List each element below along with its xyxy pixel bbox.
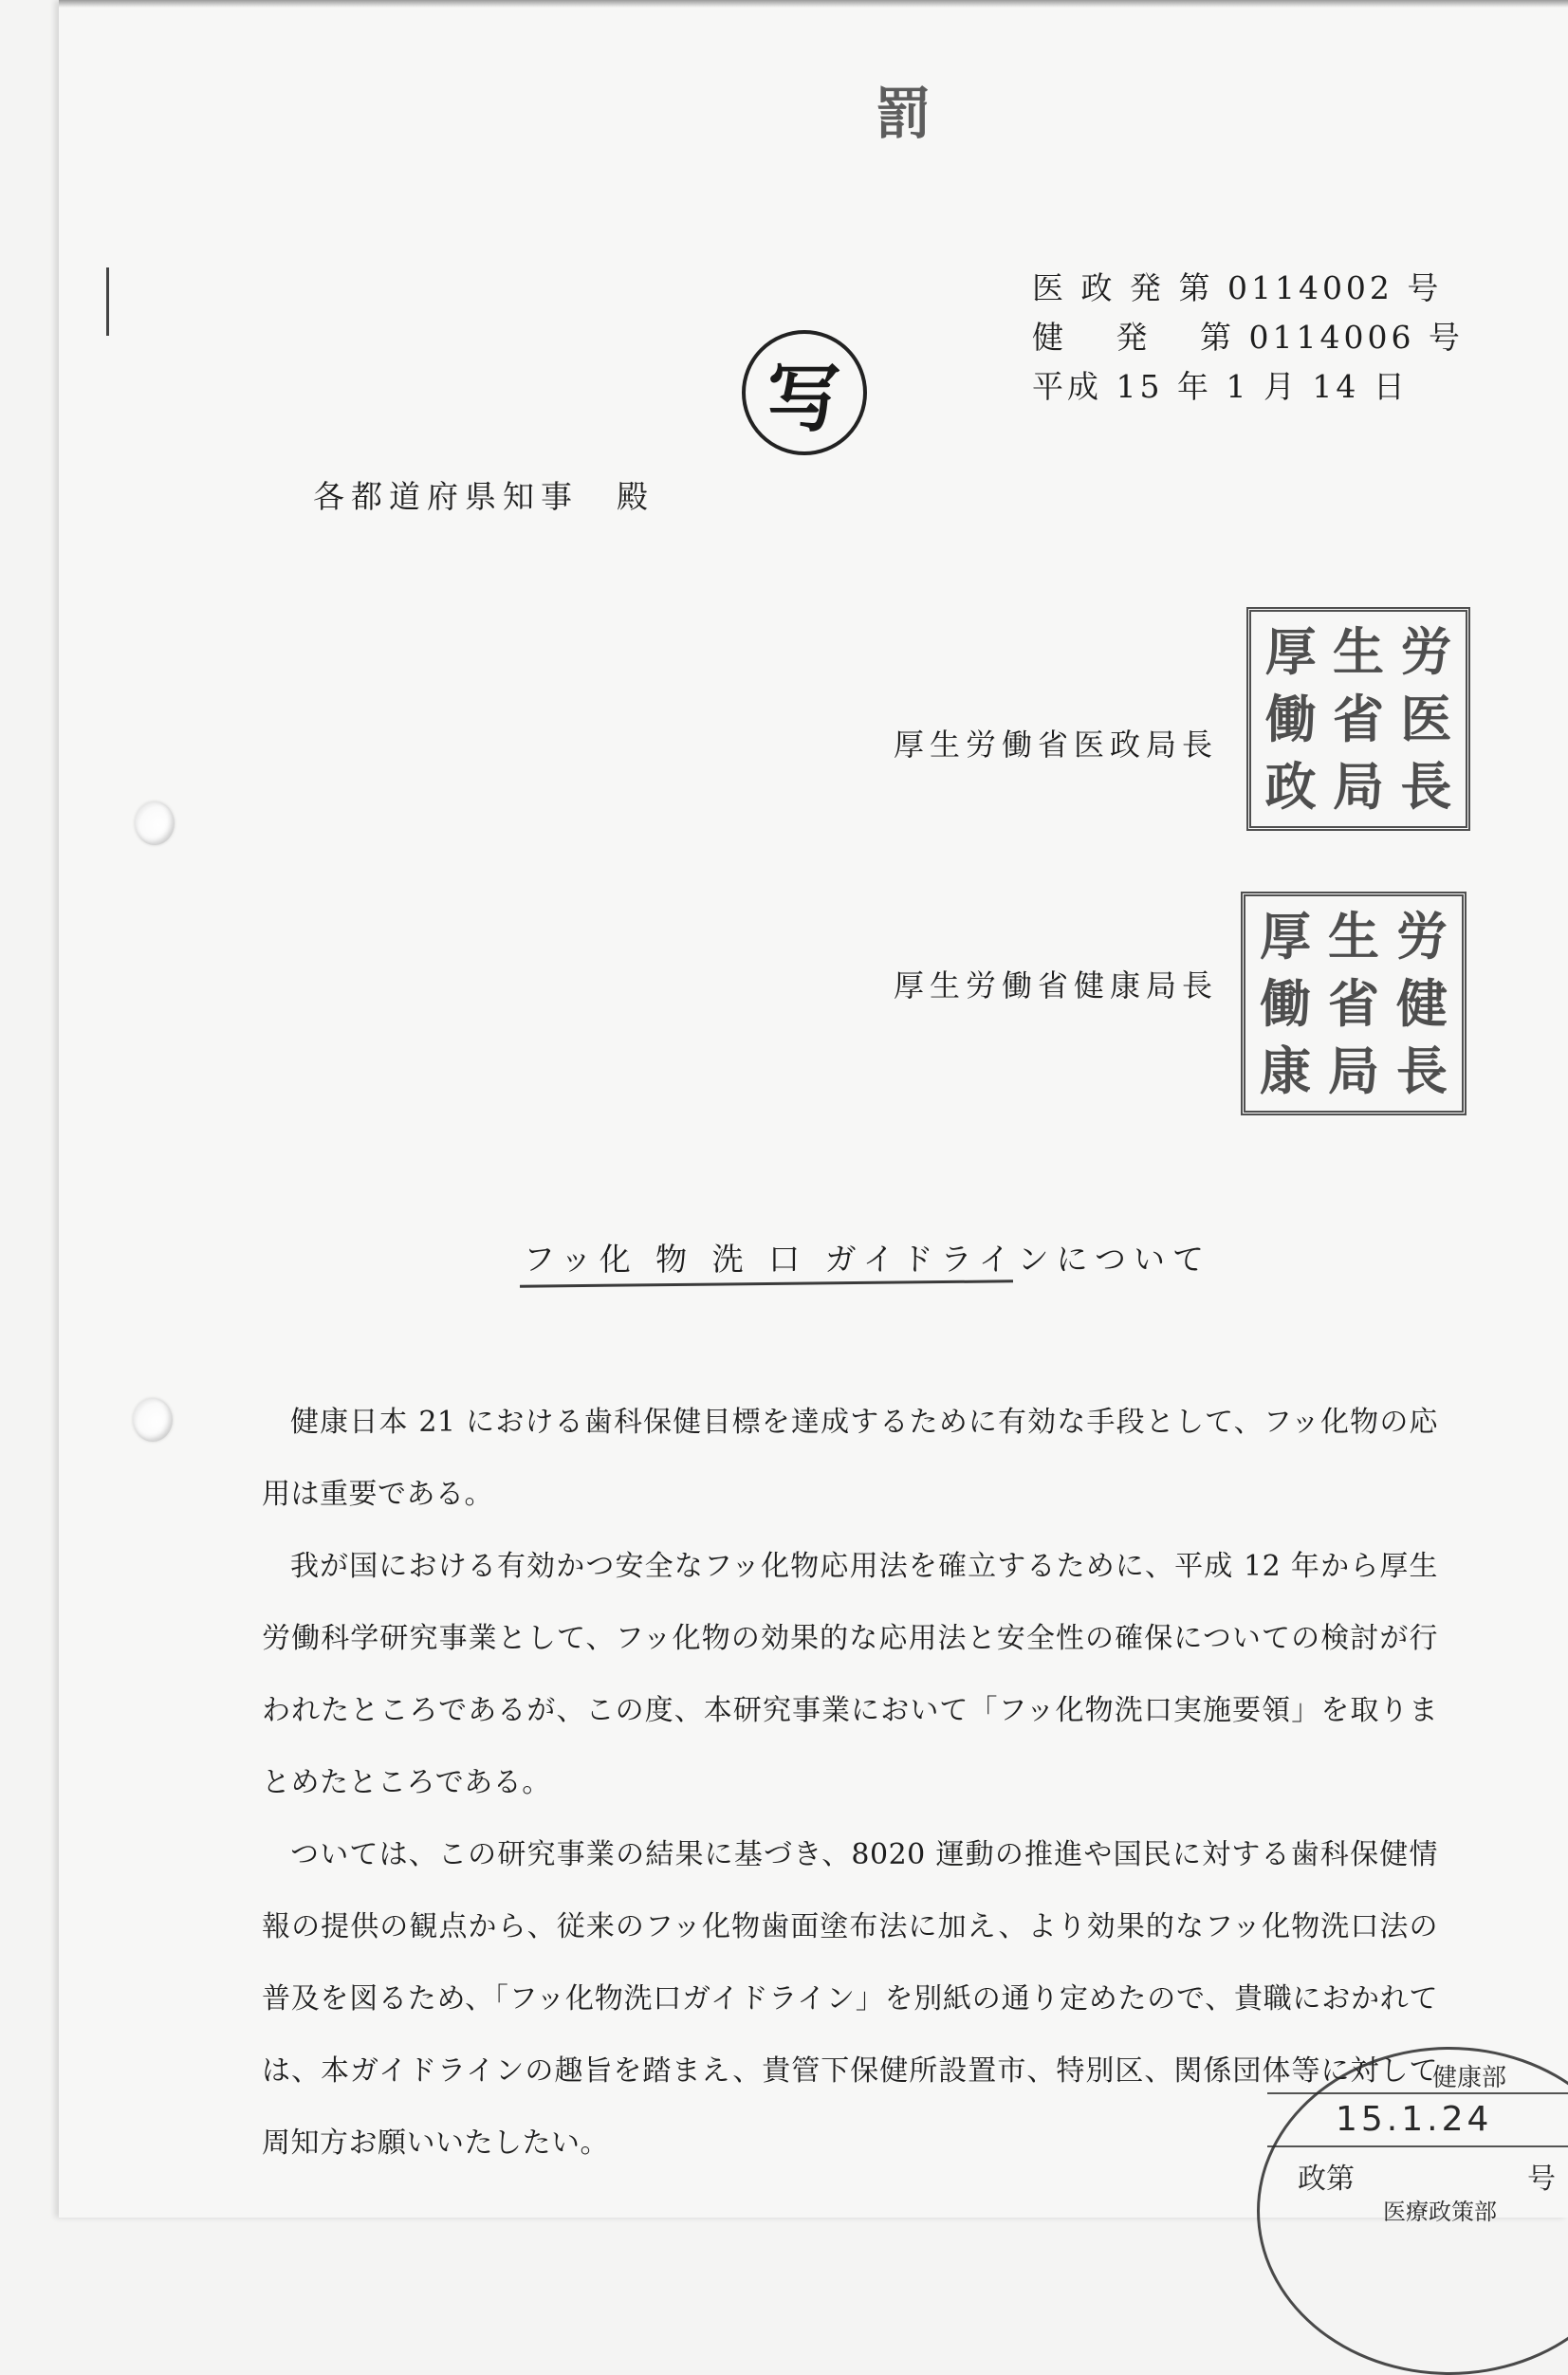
addressee: 各都道府県知事 殿: [313, 478, 655, 515]
body-paragraph: 健康日本 21 における歯科保健目標を達成するために有効な手段として、フッ化物の応用は重要である。: [262, 1406, 1438, 1511]
seal-char: 厚: [1264, 620, 1317, 682]
seal-char: 省: [1328, 972, 1379, 1034]
document-number-line: 医 政 発 第 0114002 号: [1032, 269, 1443, 306]
document-title: フッ化 物 洗 口 ガイドラインについて: [524, 1241, 1212, 1278]
header-mark-stamp: 罰: [875, 82, 927, 146]
copy-stamp: [742, 330, 867, 455]
seal-char: 長: [1396, 1040, 1448, 1102]
sender-medical-affairs: 厚生労働省医政局長: [894, 727, 1219, 763]
margin-mark: [106, 267, 109, 336]
sender-health: 厚生労働省健康局長: [894, 967, 1219, 1003]
seal-char: 生: [1332, 620, 1384, 682]
receipt-stamp-divider: [1267, 2092, 1568, 2094]
seal-char: 働: [1264, 688, 1317, 749]
receipt-stamp-bottom: 医療政策部: [1383, 2199, 1497, 2225]
punch-hole-upper: [135, 801, 175, 845]
official-seal-medical-affairs: [1246, 607, 1470, 831]
seal-char: 長: [1400, 756, 1452, 818]
body-paragraph: ついては、この研究事業の結果に基づき、8020 運動の推進や国民に対する歯科保健情報の提供の観点から、従来のフッ化物歯面塗布法に加え、より効果的なフッ化物洗口法の普及を図るため、「フッ化物洗口ガイドライン」を別紙の通り定めたので、貴職におかれては、本ガイドラインの趣旨を踏まえ、貴管下保健所設置市、特別区、関係団体等に対して周知方お願いいたしたい。: [262, 1838, 1438, 2160]
official-seal-health: [1241, 892, 1467, 1115]
body-text: [262, 1387, 1438, 2180]
document-number-line: 健 発 第 0114006 号: [1032, 319, 1464, 356]
seal-char: 厚: [1260, 905, 1311, 967]
seal-char: 省: [1332, 688, 1384, 749]
copy-stamp-char: 写: [766, 356, 841, 442]
seal-char: 局: [1332, 756, 1384, 818]
receipt-stamp-dept: 健康部: [1432, 2064, 1507, 2092]
document-date-line: 平成 15 年 1 月 14 日: [1032, 368, 1409, 405]
seal-char: 健: [1396, 972, 1448, 1034]
seal-char: 働: [1260, 972, 1311, 1034]
body-paragraph: 我が国における有効かつ安全なフッ化物応用法を確立するために、平成 12 年から厚生労働科学研究事業として、フッ化物の効果的な応用法と安全性の確保についての検討が行われたところであるが、この度、本研究事業において「フッ化物洗口実施要領」を取りまとめたところである。: [262, 1550, 1438, 1799]
document-page: [59, 0, 1568, 2225]
seal-char: 労: [1400, 620, 1452, 682]
title-underline: [520, 1280, 1013, 1287]
seal-char: 局: [1328, 1040, 1379, 1102]
seal-char: 生: [1328, 905, 1379, 967]
seal-char: 政: [1264, 756, 1317, 818]
document-number-block: [1032, 264, 1464, 412]
seal-char: 労: [1396, 905, 1448, 967]
receipt-stamp-divider: [1267, 2145, 1568, 2147]
receipt-stamp-date: 15.1.24: [1336, 2100, 1493, 2139]
seal-char: 康: [1260, 1040, 1311, 1102]
seal-char: 医: [1400, 688, 1452, 749]
punch-hole-lower: [133, 1398, 173, 1442]
receipt-stamp-number-label: 政第: [1298, 2163, 1355, 2196]
receipt-stamp-number-suffix: 号: [1527, 2163, 1556, 2196]
